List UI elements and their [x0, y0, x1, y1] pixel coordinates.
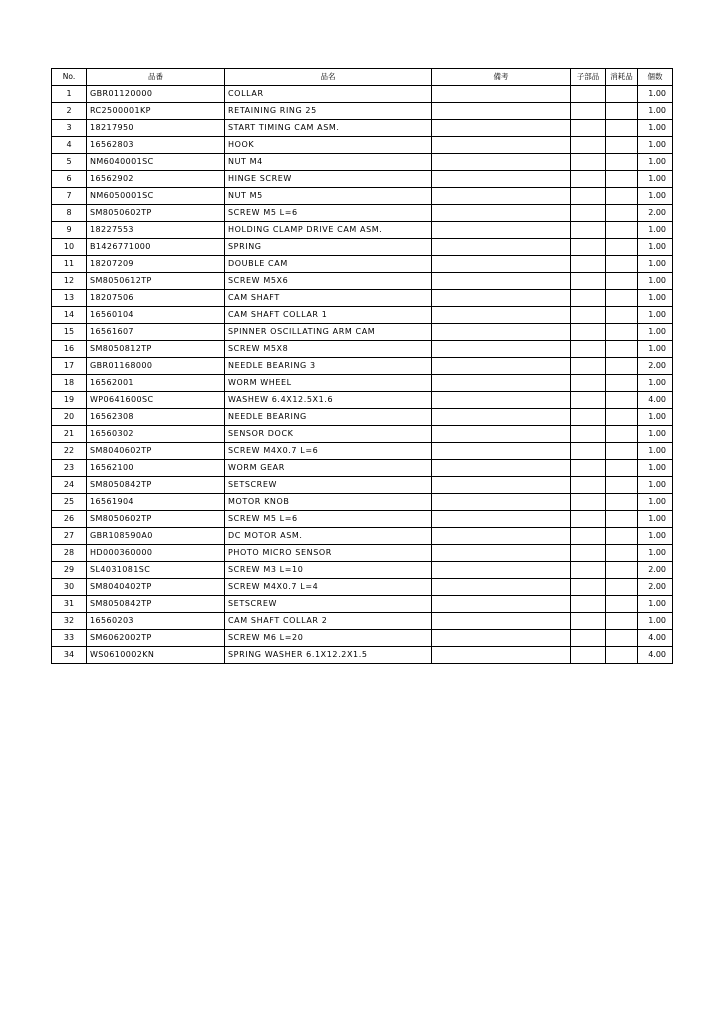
cell-consumable — [606, 630, 638, 647]
cell-part-number: 16561904 — [87, 494, 225, 511]
cell-remarks — [432, 188, 571, 205]
table-row — [52, 137, 673, 154]
cell-part-name: SCREW M5X6 — [225, 273, 432, 290]
table-row — [52, 579, 673, 596]
cell-quantity: 1.00 — [638, 239, 673, 256]
cell-consumable — [606, 307, 638, 324]
table-row — [52, 443, 673, 460]
cell-part-name: HINGE SCREW — [225, 171, 432, 188]
cell-part-number: 18217950 — [87, 120, 225, 137]
cell-no: 20 — [52, 409, 87, 426]
table-row — [52, 239, 673, 256]
cell-child-part — [571, 256, 606, 273]
cell-remarks — [432, 341, 571, 358]
cell-consumable — [606, 579, 638, 596]
cell-consumable — [606, 171, 638, 188]
cell-part-number: RC2500001KP — [87, 103, 225, 120]
cell-remarks — [432, 545, 571, 562]
cell-child-part — [571, 511, 606, 528]
cell-part-number: SM8050842TP — [87, 477, 225, 494]
cell-no: 6 — [52, 171, 87, 188]
cell-child-part — [571, 103, 606, 120]
cell-quantity: 1.00 — [638, 477, 673, 494]
cell-no: 29 — [52, 562, 87, 579]
cell-child-part — [571, 579, 606, 596]
cell-part-number: WS0610002KN — [87, 647, 225, 664]
cell-quantity: 1.00 — [638, 426, 673, 443]
cell-part-name: COLLAR — [225, 86, 432, 103]
cell-consumable — [606, 596, 638, 613]
cell-part-name: SCREW M6 L=20 — [225, 630, 432, 647]
cell-no: 19 — [52, 392, 87, 409]
table-row — [52, 273, 673, 290]
cell-quantity: 1.00 — [638, 460, 673, 477]
cell-part-name: SPRING WASHER 6.1X12.2X1.5 — [225, 647, 432, 664]
cell-remarks — [432, 647, 571, 664]
cell-consumable — [606, 86, 638, 103]
cell-consumable — [606, 358, 638, 375]
cell-consumable — [606, 460, 638, 477]
header-quantity: 個数 — [638, 69, 673, 86]
cell-child-part — [571, 307, 606, 324]
table-row — [52, 324, 673, 341]
cell-remarks — [432, 562, 571, 579]
cell-quantity: 1.00 — [638, 443, 673, 460]
cell-part-number: HD000360000 — [87, 545, 225, 562]
cell-child-part — [571, 426, 606, 443]
cell-quantity: 2.00 — [638, 579, 673, 596]
cell-child-part — [571, 239, 606, 256]
cell-consumable — [606, 409, 638, 426]
cell-part-number: NM6040001SC — [87, 154, 225, 171]
parts-table-body — [52, 86, 673, 664]
cell-no: 17 — [52, 358, 87, 375]
table-row — [52, 528, 673, 545]
cell-quantity: 4.00 — [638, 647, 673, 664]
cell-part-name: CAM SHAFT COLLAR 2 — [225, 613, 432, 630]
cell-remarks — [432, 426, 571, 443]
cell-part-name: SCREW M3 L=10 — [225, 562, 432, 579]
parts-list-sheet — [51, 68, 672, 664]
cell-no: 16 — [52, 341, 87, 358]
table-row — [52, 188, 673, 205]
cell-remarks — [432, 579, 571, 596]
cell-child-part — [571, 477, 606, 494]
cell-part-name: HOLDING CLAMP DRIVE CAM ASM. — [225, 222, 432, 239]
cell-remarks — [432, 307, 571, 324]
table-row — [52, 341, 673, 358]
cell-no: 30 — [52, 579, 87, 596]
cell-consumable — [606, 290, 638, 307]
cell-quantity: 1.00 — [638, 137, 673, 154]
cell-quantity: 1.00 — [638, 222, 673, 239]
cell-part-name: SCREW M5 L=6 — [225, 205, 432, 222]
cell-part-name: WORM GEAR — [225, 460, 432, 477]
table-row — [52, 222, 673, 239]
cell-no: 34 — [52, 647, 87, 664]
cell-child-part — [571, 273, 606, 290]
cell-part-name: SETSCREW — [225, 477, 432, 494]
cell-part-name: SETSCREW — [225, 596, 432, 613]
cell-part-name: MOTOR KNOB — [225, 494, 432, 511]
header-remarks: 備考 — [432, 69, 571, 86]
header-part-number: 品番 — [87, 69, 225, 86]
cell-child-part — [571, 443, 606, 460]
cell-quantity: 1.00 — [638, 103, 673, 120]
cell-remarks — [432, 409, 571, 426]
cell-remarks — [432, 460, 571, 477]
cell-remarks — [432, 392, 571, 409]
cell-no: 11 — [52, 256, 87, 273]
table-row — [52, 562, 673, 579]
table-row — [52, 426, 673, 443]
cell-part-name: WASHEW 6.4X12.5X1.6 — [225, 392, 432, 409]
cell-quantity: 1.00 — [638, 86, 673, 103]
cell-part-number: SL4031081SC — [87, 562, 225, 579]
cell-part-number: 16562001 — [87, 375, 225, 392]
cell-child-part — [571, 341, 606, 358]
cell-consumable — [606, 375, 638, 392]
cell-quantity: 4.00 — [638, 392, 673, 409]
cell-quantity: 2.00 — [638, 562, 673, 579]
table-row — [52, 613, 673, 630]
cell-consumable — [606, 120, 638, 137]
cell-quantity: 1.00 — [638, 494, 673, 511]
table-row — [52, 120, 673, 137]
cell-quantity: 1.00 — [638, 341, 673, 358]
cell-remarks — [432, 137, 571, 154]
cell-remarks — [432, 528, 571, 545]
cell-no: 25 — [52, 494, 87, 511]
cell-child-part — [571, 528, 606, 545]
cell-remarks — [432, 494, 571, 511]
cell-remarks — [432, 630, 571, 647]
cell-quantity: 1.00 — [638, 273, 673, 290]
cell-child-part — [571, 494, 606, 511]
cell-no: 18 — [52, 375, 87, 392]
cell-quantity: 1.00 — [638, 613, 673, 630]
cell-no: 9 — [52, 222, 87, 239]
parts-table — [51, 68, 673, 664]
cell-part-number: 18207506 — [87, 290, 225, 307]
cell-quantity: 1.00 — [638, 120, 673, 137]
table-row — [52, 630, 673, 647]
cell-child-part — [571, 222, 606, 239]
cell-consumable — [606, 341, 638, 358]
cell-remarks — [432, 596, 571, 613]
cell-consumable — [606, 205, 638, 222]
table-row — [52, 205, 673, 222]
cell-remarks — [432, 103, 571, 120]
cell-no: 23 — [52, 460, 87, 477]
table-row — [52, 290, 673, 307]
cell-part-name: WORM WHEEL — [225, 375, 432, 392]
cell-part-number: 18207209 — [87, 256, 225, 273]
cell-consumable — [606, 239, 638, 256]
cell-quantity: 1.00 — [638, 375, 673, 392]
cell-no: 4 — [52, 137, 87, 154]
cell-child-part — [571, 137, 606, 154]
table-row — [52, 511, 673, 528]
cell-consumable — [606, 545, 638, 562]
cell-no: 1 — [52, 86, 87, 103]
cell-remarks — [432, 205, 571, 222]
cell-quantity: 1.00 — [638, 154, 673, 171]
cell-remarks — [432, 273, 571, 290]
cell-part-name: NEEDLE BEARING 3 — [225, 358, 432, 375]
cell-no: 21 — [52, 426, 87, 443]
cell-no: 33 — [52, 630, 87, 647]
cell-child-part — [571, 392, 606, 409]
cell-child-part — [571, 324, 606, 341]
cell-no: 8 — [52, 205, 87, 222]
table-row — [52, 392, 673, 409]
cell-remarks — [432, 613, 571, 630]
cell-remarks — [432, 290, 571, 307]
cell-quantity: 1.00 — [638, 307, 673, 324]
table-row — [52, 307, 673, 324]
cell-part-number: GBR01120000 — [87, 86, 225, 103]
cell-child-part — [571, 460, 606, 477]
cell-consumable — [606, 103, 638, 120]
cell-child-part — [571, 409, 606, 426]
cell-part-number: 16562902 — [87, 171, 225, 188]
cell-part-number: SM8040602TP — [87, 443, 225, 460]
cell-part-number: GBR01168000 — [87, 358, 225, 375]
cell-part-number: SM8040402TP — [87, 579, 225, 596]
header-row — [52, 69, 673, 86]
cell-consumable — [606, 273, 638, 290]
cell-no: 2 — [52, 103, 87, 120]
cell-quantity: 4.00 — [638, 630, 673, 647]
cell-part-number: SM8050812TP — [87, 341, 225, 358]
cell-part-number: 18227553 — [87, 222, 225, 239]
table-row — [52, 358, 673, 375]
cell-part-name: SPINNER OSCILLATING ARM CAM — [225, 324, 432, 341]
cell-no: 10 — [52, 239, 87, 256]
parts-table-header — [52, 69, 673, 86]
cell-remarks — [432, 375, 571, 392]
cell-part-name: SCREW M5 L=6 — [225, 511, 432, 528]
cell-consumable — [606, 477, 638, 494]
cell-remarks — [432, 511, 571, 528]
cell-part-number: 16562100 — [87, 460, 225, 477]
cell-part-number: GBR108590A0 — [87, 528, 225, 545]
cell-part-name: SENSOR DOCK — [225, 426, 432, 443]
cell-remarks — [432, 443, 571, 460]
cell-remarks — [432, 86, 571, 103]
cell-consumable — [606, 222, 638, 239]
cell-part-number: WP0641600SC — [87, 392, 225, 409]
cell-part-number: SM8050602TP — [87, 205, 225, 222]
cell-part-number: 16560203 — [87, 613, 225, 630]
cell-consumable — [606, 137, 638, 154]
cell-child-part — [571, 86, 606, 103]
cell-quantity: 1.00 — [638, 596, 673, 613]
cell-no: 3 — [52, 120, 87, 137]
header-part-name: 品名 — [225, 69, 432, 86]
table-row — [52, 545, 673, 562]
cell-consumable — [606, 511, 638, 528]
cell-consumable — [606, 154, 638, 171]
cell-consumable — [606, 528, 638, 545]
cell-remarks — [432, 222, 571, 239]
cell-part-name: DC MOTOR ASM. — [225, 528, 432, 545]
cell-remarks — [432, 358, 571, 375]
cell-part-number: 16561607 — [87, 324, 225, 341]
cell-consumable — [606, 188, 638, 205]
header-no: No. — [52, 69, 87, 86]
cell-remarks — [432, 477, 571, 494]
cell-quantity: 1.00 — [638, 171, 673, 188]
table-row — [52, 154, 673, 171]
cell-quantity: 2.00 — [638, 205, 673, 222]
cell-no: 5 — [52, 154, 87, 171]
cell-part-number: 16560302 — [87, 426, 225, 443]
cell-child-part — [571, 647, 606, 664]
cell-part-number: SM8050612TP — [87, 273, 225, 290]
cell-child-part — [571, 630, 606, 647]
cell-no: 31 — [52, 596, 87, 613]
cell-part-name: PHOTO MICRO SENSOR — [225, 545, 432, 562]
table-row — [52, 409, 673, 426]
cell-consumable — [606, 443, 638, 460]
table-row — [52, 86, 673, 103]
cell-consumable — [606, 613, 638, 630]
cell-child-part — [571, 290, 606, 307]
table-row — [52, 494, 673, 511]
cell-child-part — [571, 596, 606, 613]
cell-no: 13 — [52, 290, 87, 307]
cell-part-name: DOUBLE CAM — [225, 256, 432, 273]
cell-part-name: SPRING — [225, 239, 432, 256]
cell-child-part — [571, 562, 606, 579]
cell-consumable — [606, 324, 638, 341]
cell-part-name: SCREW M4X0.7 L=4 — [225, 579, 432, 596]
cell-part-number: B1426771000 — [87, 239, 225, 256]
cell-part-number: SM8050602TP — [87, 511, 225, 528]
cell-consumable — [606, 647, 638, 664]
cell-child-part — [571, 545, 606, 562]
table-row — [52, 460, 673, 477]
cell-part-name: SCREW M5X8 — [225, 341, 432, 358]
cell-part-number: 16562803 — [87, 137, 225, 154]
cell-part-number: 16562308 — [87, 409, 225, 426]
cell-no: 7 — [52, 188, 87, 205]
cell-part-name: HOOK — [225, 137, 432, 154]
cell-child-part — [571, 613, 606, 630]
cell-part-name: RETAINING RING 25 — [225, 103, 432, 120]
cell-remarks — [432, 171, 571, 188]
cell-quantity: 1.00 — [638, 409, 673, 426]
header-consumable: 消耗品 — [606, 69, 638, 86]
cell-no: 14 — [52, 307, 87, 324]
cell-part-number: SM8050842TP — [87, 596, 225, 613]
cell-no: 28 — [52, 545, 87, 562]
cell-quantity: 1.00 — [638, 290, 673, 307]
cell-part-number: NM6050001SC — [87, 188, 225, 205]
cell-quantity: 1.00 — [638, 528, 673, 545]
cell-part-number: SM6062002TP — [87, 630, 225, 647]
table-row — [52, 375, 673, 392]
cell-child-part — [571, 154, 606, 171]
cell-child-part — [571, 171, 606, 188]
cell-part-name: START TIMING CAM ASM. — [225, 120, 432, 137]
cell-quantity: 1.00 — [638, 324, 673, 341]
cell-part-name: NUT M4 — [225, 154, 432, 171]
cell-no: 24 — [52, 477, 87, 494]
cell-part-name: SCREW M4X0.7 L=6 — [225, 443, 432, 460]
cell-quantity: 1.00 — [638, 188, 673, 205]
cell-child-part — [571, 358, 606, 375]
cell-remarks — [432, 120, 571, 137]
cell-child-part — [571, 120, 606, 137]
cell-child-part — [571, 205, 606, 222]
cell-no: 15 — [52, 324, 87, 341]
table-row — [52, 103, 673, 120]
cell-remarks — [432, 154, 571, 171]
cell-remarks — [432, 239, 571, 256]
cell-consumable — [606, 562, 638, 579]
cell-consumable — [606, 494, 638, 511]
cell-quantity: 1.00 — [638, 545, 673, 562]
cell-part-number: 16560104 — [87, 307, 225, 324]
table-row — [52, 647, 673, 664]
table-row — [52, 256, 673, 273]
cell-no: 12 — [52, 273, 87, 290]
cell-no: 22 — [52, 443, 87, 460]
cell-child-part — [571, 188, 606, 205]
table-row — [52, 171, 673, 188]
cell-quantity: 1.00 — [638, 511, 673, 528]
table-row — [52, 596, 673, 613]
cell-remarks — [432, 256, 571, 273]
cell-part-name: CAM SHAFT COLLAR 1 — [225, 307, 432, 324]
cell-child-part — [571, 375, 606, 392]
cell-consumable — [606, 256, 638, 273]
cell-no: 32 — [52, 613, 87, 630]
header-child-part: 子部品 — [571, 69, 606, 86]
cell-consumable — [606, 392, 638, 409]
cell-quantity: 2.00 — [638, 358, 673, 375]
cell-part-name: NUT M5 — [225, 188, 432, 205]
cell-no: 27 — [52, 528, 87, 545]
cell-no: 26 — [52, 511, 87, 528]
cell-consumable — [606, 426, 638, 443]
cell-part-name: NEEDLE BEARING — [225, 409, 432, 426]
cell-quantity: 1.00 — [638, 256, 673, 273]
cell-part-name: CAM SHAFT — [225, 290, 432, 307]
table-row — [52, 477, 673, 494]
cell-remarks — [432, 324, 571, 341]
